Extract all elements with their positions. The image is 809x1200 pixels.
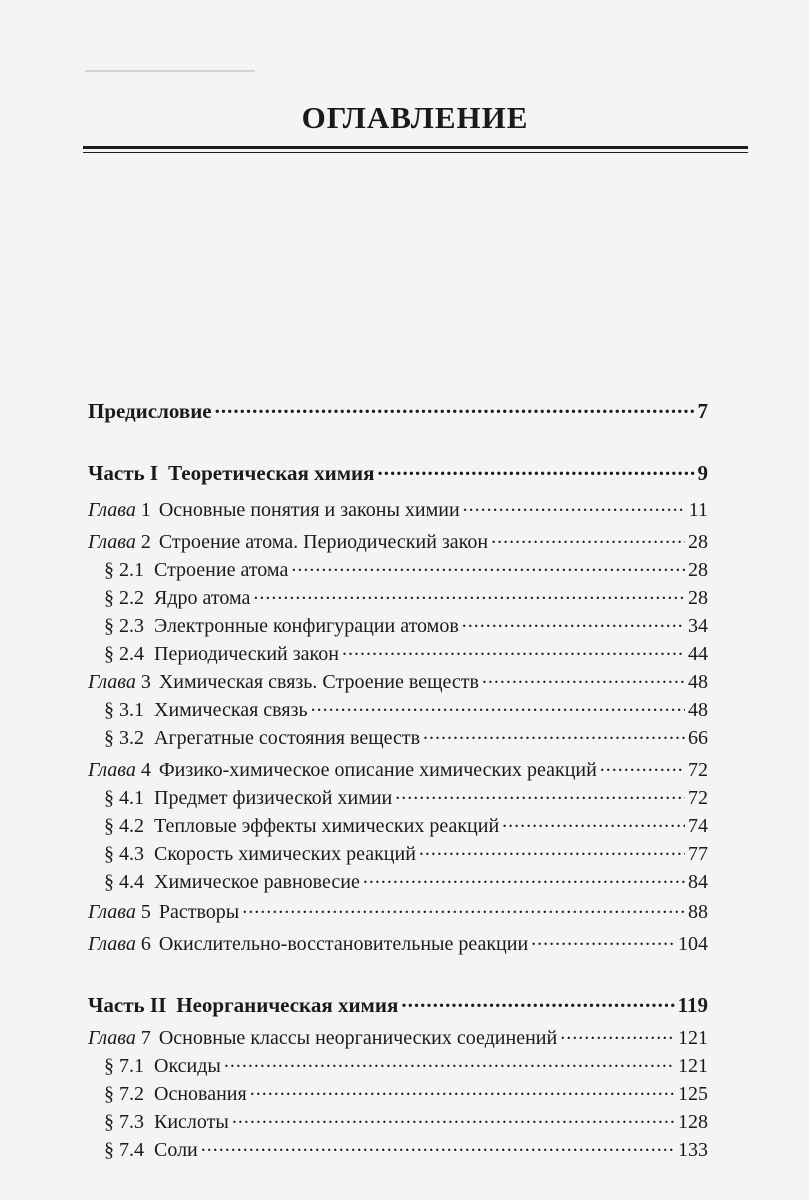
section-number: § 4.2 xyxy=(104,815,144,837)
chapter-number: 2 xyxy=(140,531,151,553)
section-number: § 2.1 xyxy=(104,559,144,581)
dot-leader xyxy=(342,640,685,660)
entry-title: Строение атома. Периодический закон xyxy=(158,531,489,553)
section-number: § 2.3 xyxy=(104,615,144,637)
heading-rule xyxy=(83,146,748,149)
entry-title: Предисловие xyxy=(88,399,212,423)
dot-leader xyxy=(395,784,685,804)
chapter-number: 1 xyxy=(140,499,151,521)
page-number: 121 xyxy=(678,1027,708,1049)
page-number: 48 xyxy=(688,699,708,721)
page-title: ОГЛАВЛЕНИЕ xyxy=(301,100,529,135)
dot-leader xyxy=(531,930,675,950)
entry-title: Агрегатные состояния веществ xyxy=(154,727,421,749)
chapter-label: Глава xyxy=(88,1027,136,1049)
dot-leader xyxy=(423,724,685,744)
dot-leader xyxy=(215,398,695,418)
toc-entry-section[interactable] xyxy=(88,584,708,612)
page-number: 125 xyxy=(678,1083,708,1105)
dot-leader xyxy=(419,840,685,860)
toc-entry-section[interactable] xyxy=(88,784,708,812)
entry-title: Ядро атома xyxy=(154,587,251,609)
page-number: 88 xyxy=(688,901,708,923)
section-number: § 7.3 xyxy=(104,1111,144,1133)
page-number: 48 xyxy=(688,671,708,693)
toc-entry-chapter[interactable] xyxy=(88,756,708,784)
page-number: 11 xyxy=(688,499,708,521)
chapter-label: Глава xyxy=(88,499,136,521)
chapter-label: Глава xyxy=(88,531,136,553)
part-label: Часть I xyxy=(88,461,159,485)
entry-title: Окислительно-восстановительные реакции xyxy=(158,933,529,955)
dot-leader xyxy=(401,992,674,1012)
entry-title: Строение атома xyxy=(154,559,289,581)
toc-entry-section[interactable] xyxy=(88,840,708,868)
entry-title: Электронные конфигурации атомов xyxy=(154,615,459,637)
entry-title: Неорганическая химия xyxy=(176,993,399,1017)
page-number: 28 xyxy=(688,587,708,609)
chapter-label: Глава xyxy=(88,759,136,781)
dot-leader xyxy=(363,868,685,888)
toc-entry-part[interactable] xyxy=(88,398,708,426)
toc-entry-part[interactable] xyxy=(88,460,708,488)
dot-leader xyxy=(291,556,685,576)
toc-entry-section[interactable] xyxy=(88,696,708,724)
page-number: 72 xyxy=(688,759,708,781)
page-number: 72 xyxy=(688,787,708,809)
page-number: 77 xyxy=(688,843,708,865)
chapter-label: Глава xyxy=(88,933,136,955)
entry-title: Химическое равновесие xyxy=(154,871,360,893)
section-number: § 7.1 xyxy=(104,1055,144,1077)
part-label: Часть II xyxy=(88,993,167,1017)
entry-title: Физико-химическое описание химических реакций xyxy=(158,759,597,781)
page-number: 74 xyxy=(688,815,708,837)
page-number: 121 xyxy=(678,1055,708,1077)
dot-leader xyxy=(201,1136,675,1156)
toc-entry-section[interactable] xyxy=(88,1052,708,1080)
toc-entry-section[interactable] xyxy=(88,868,708,896)
entry-title: Теоретическая химия xyxy=(168,461,375,485)
dot-leader xyxy=(482,668,685,688)
dot-leader xyxy=(232,1108,675,1128)
entry-title: Растворы xyxy=(158,901,240,923)
section-number: § 4.4 xyxy=(104,871,144,893)
section-number: § 2.4 xyxy=(104,643,144,665)
chapter-number: 6 xyxy=(140,933,151,955)
entry-title: Основания xyxy=(154,1083,247,1105)
toc-entry-chapter[interactable] xyxy=(88,668,708,696)
toc-entry-section[interactable] xyxy=(88,812,708,840)
entry-title: Соли xyxy=(154,1139,198,1161)
page-number: 128 xyxy=(678,1111,708,1133)
dot-leader xyxy=(250,1080,675,1100)
toc-entry-section[interactable] xyxy=(88,640,708,668)
dot-leader xyxy=(560,1024,675,1044)
section-number: § 2.2 xyxy=(104,587,144,609)
entry-title: Периодический закон xyxy=(154,643,339,665)
page-number: 28 xyxy=(688,559,708,581)
chapter-number: 5 xyxy=(140,901,151,923)
page-number: 66 xyxy=(688,727,708,749)
page-number: 7 xyxy=(697,399,708,423)
toc-entry-section[interactable] xyxy=(88,1136,708,1164)
chapter-number: 7 xyxy=(140,1027,151,1049)
page-number: 9 xyxy=(697,461,708,485)
dot-leader xyxy=(463,496,686,516)
dot-leader xyxy=(502,812,685,832)
dot-leader xyxy=(242,898,685,918)
toc-entry-section[interactable] xyxy=(88,612,708,640)
page-number: 133 xyxy=(678,1139,708,1161)
dot-leader xyxy=(224,1052,675,1072)
page-number: 84 xyxy=(688,871,708,893)
chapter-label: Глава xyxy=(88,671,136,693)
toc-entry-section[interactable] xyxy=(88,724,708,752)
toc-entry-part[interactable] xyxy=(88,992,708,1020)
dot-leader xyxy=(253,584,685,604)
heading-rule-thin xyxy=(83,152,748,153)
toc-entry-chapter[interactable] xyxy=(88,528,708,556)
chapter-number: 4 xyxy=(140,759,151,781)
toc-entry-section[interactable] xyxy=(88,556,708,584)
entry-title: Тепловые эффекты химических реакций xyxy=(154,815,500,837)
section-number: § 4.1 xyxy=(104,787,144,809)
entry-title: Основные классы неорганических соединений xyxy=(158,1027,558,1049)
entry-title: Предмет физической химии xyxy=(154,787,393,809)
page-number: 34 xyxy=(688,615,708,637)
entry-title: Химическая связь. Строение веществ xyxy=(158,671,479,693)
entry-title: Оксиды xyxy=(154,1055,221,1077)
page-number: 119 xyxy=(677,993,708,1017)
page-number: 28 xyxy=(688,531,708,553)
toc-entry-section[interactable] xyxy=(88,1108,708,1136)
dot-leader xyxy=(378,460,695,480)
toc-entry-chapter[interactable] xyxy=(88,1024,708,1052)
dot-leader xyxy=(462,612,685,632)
chapter-label: Глава xyxy=(88,901,136,923)
section-number: § 7.2 xyxy=(104,1083,144,1105)
toc-entry-chapter[interactable] xyxy=(88,496,708,524)
toc-entry-chapter[interactable] xyxy=(88,930,708,958)
page-number: 104 xyxy=(678,933,708,955)
dot-leader xyxy=(311,696,685,716)
toc-entry-section[interactable] xyxy=(88,1080,708,1108)
dot-leader xyxy=(491,528,685,548)
entry-title: Скорость химических реакций xyxy=(154,843,416,865)
page-number: 44 xyxy=(688,643,708,665)
toc-entry-chapter[interactable] xyxy=(88,898,708,926)
faint-rule xyxy=(85,70,255,72)
dot-leader xyxy=(600,756,685,776)
entry-title: Кислоты xyxy=(154,1111,229,1133)
section-number: § 7.4 xyxy=(104,1139,144,1161)
entry-title: Химическая связь xyxy=(154,699,308,721)
section-number: § 4.3 xyxy=(104,843,144,865)
chapter-number: 3 xyxy=(140,671,151,693)
entry-title: Основные понятия и законы химии xyxy=(158,499,460,521)
section-number: § 3.2 xyxy=(104,727,144,749)
section-number: § 3.1 xyxy=(104,699,144,721)
